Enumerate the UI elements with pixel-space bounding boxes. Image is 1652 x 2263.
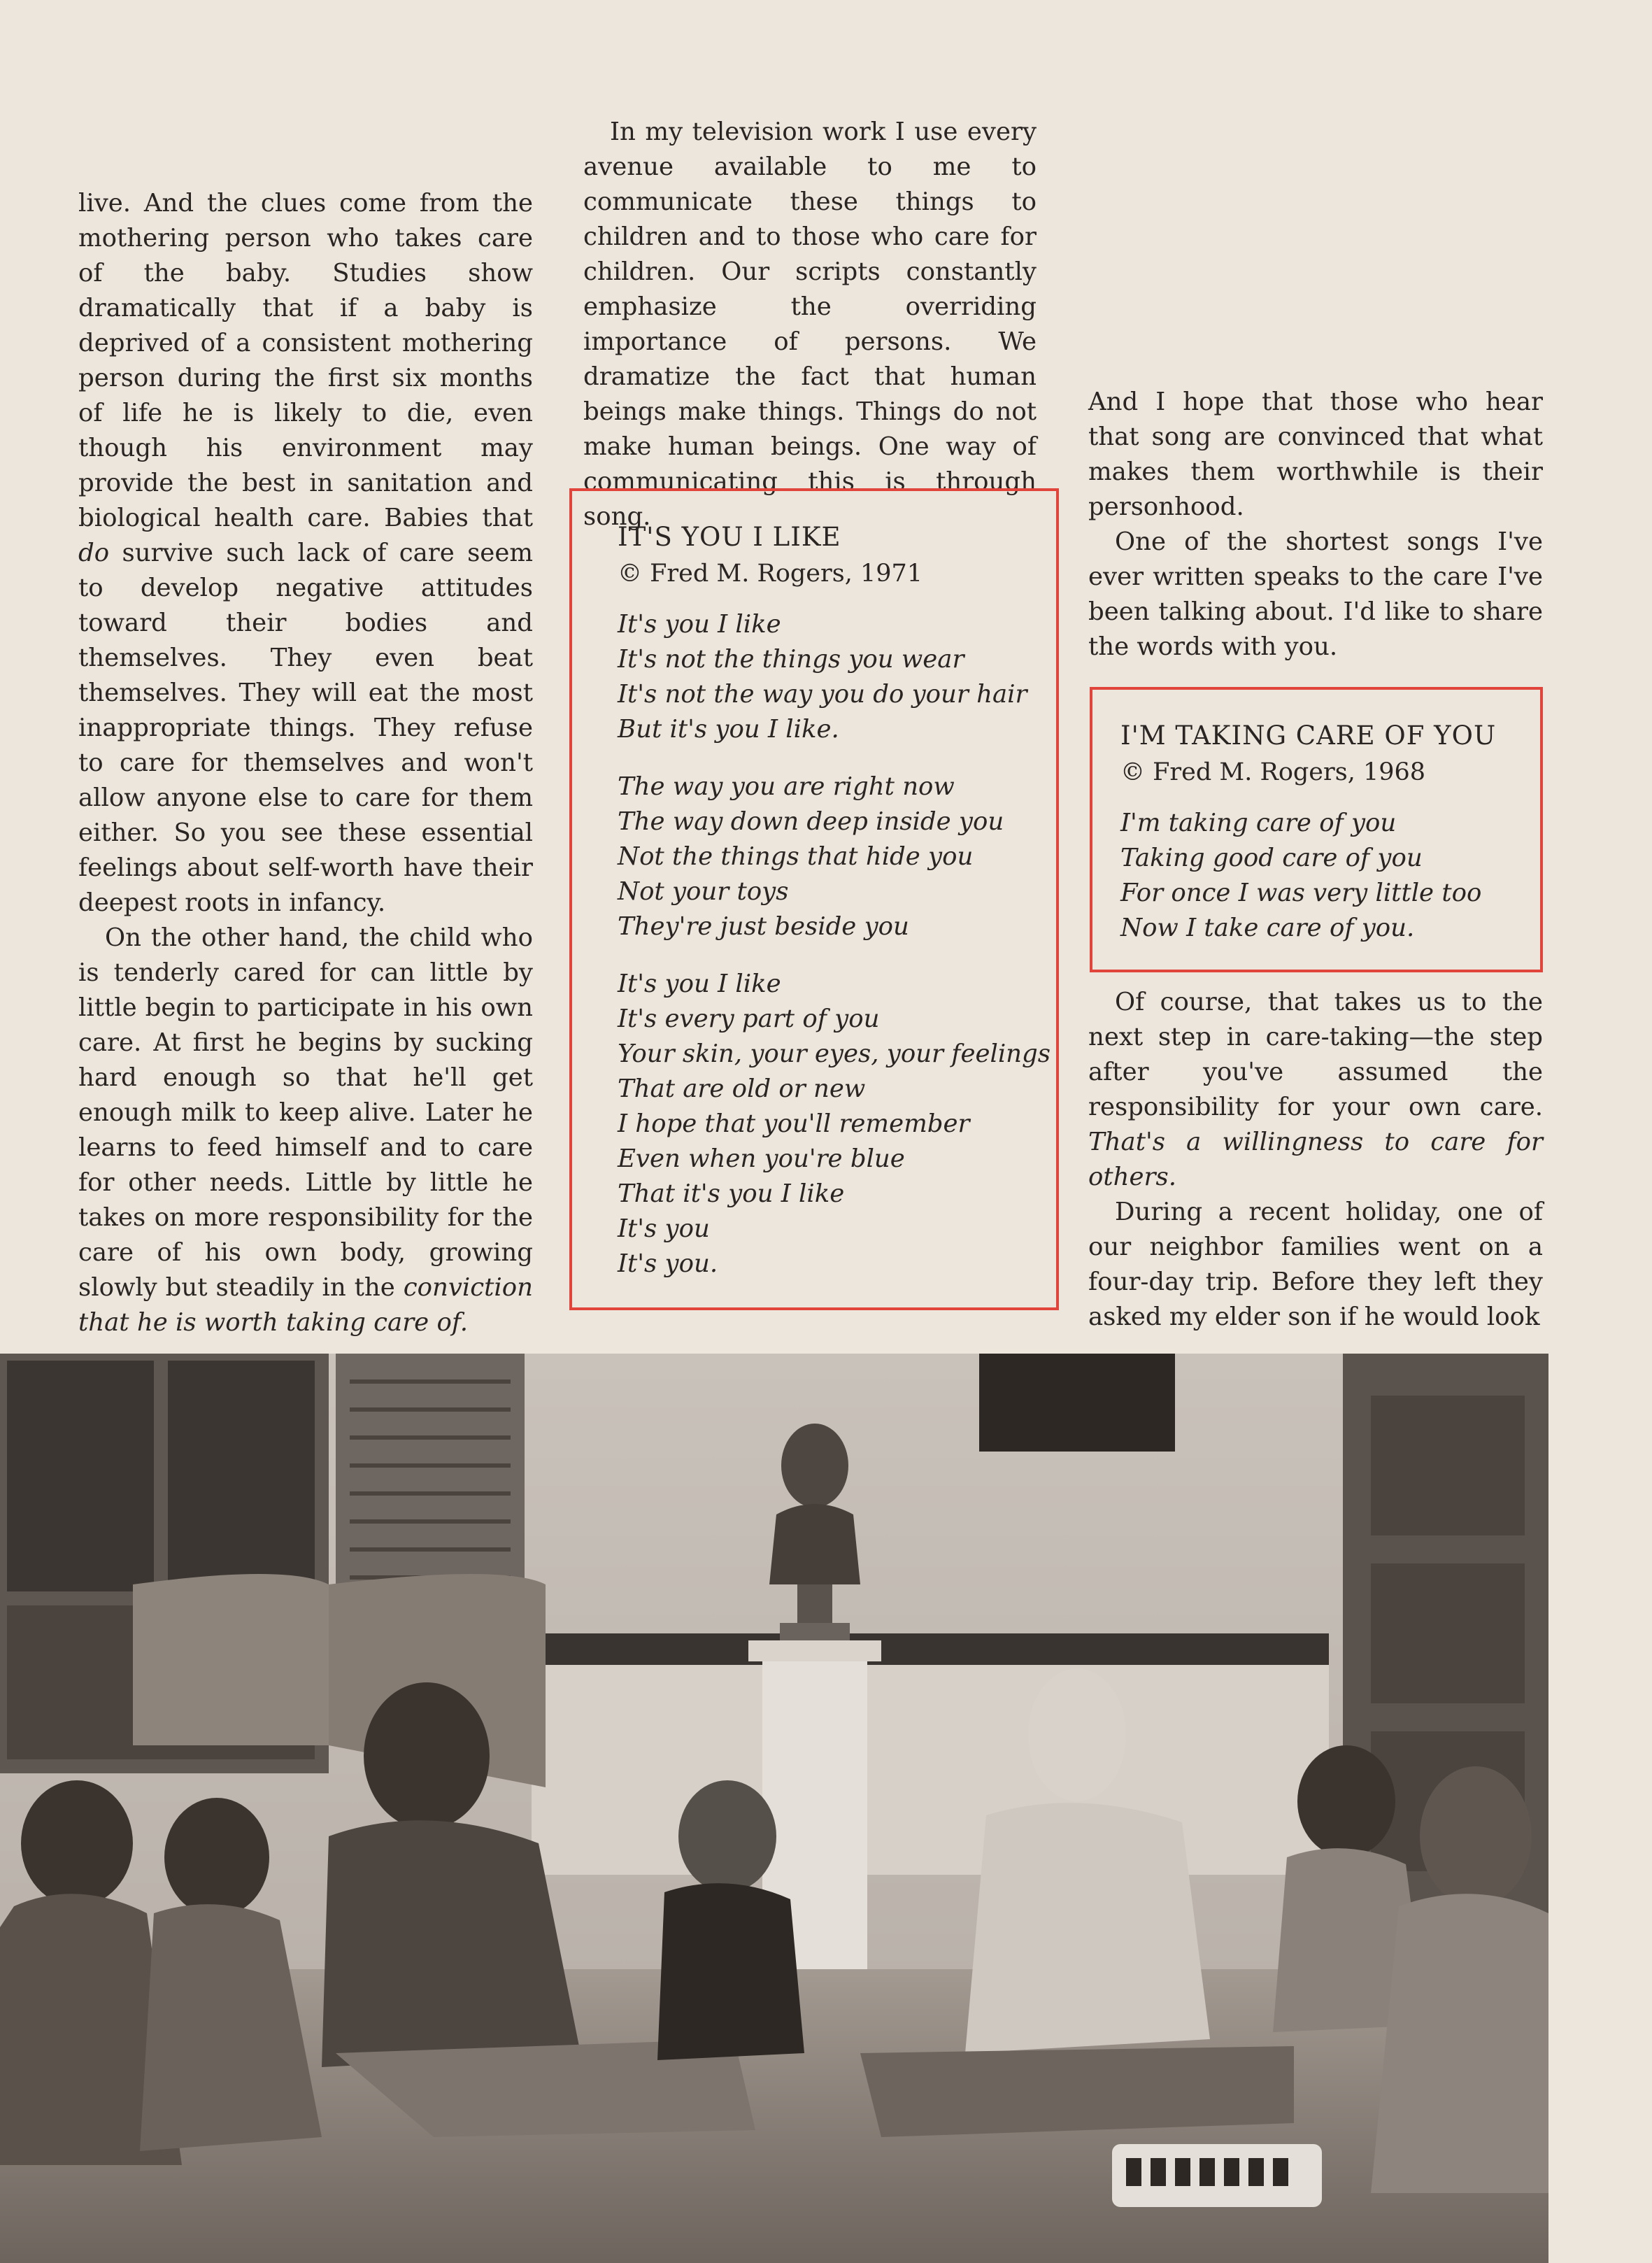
column-2 <box>583 115 1037 534</box>
song-copyright: © Fred M. Rogers, 1968 <box>1120 758 1426 786</box>
lyric-line: The way you are right now <box>618 772 955 801</box>
xylophone <box>1112 2144 1322 2207</box>
lyric-line: I'm taking care of you <box>1120 809 1397 837</box>
wall-picture <box>979 1354 1175 1452</box>
paragraph: During a recent holiday, one of our neighbor families went on a four-day trip. Before they left they asked my elder son if he would look <box>1088 1198 1543 1331</box>
lyric-line: But it's you I like. <box>618 715 839 744</box>
lyric-line: That it's you I like <box>618 1179 845 1208</box>
paragraph: One of the shortest songs I've ever written speaks to the care I've been talking about. I'd like to share the words with you. <box>1088 527 1543 661</box>
lyric-line: Taking good care of you <box>1120 844 1423 872</box>
column-3-continued <box>1088 985 1543 1335</box>
paragraph: In my television work I use every avenue available to me to communicate these things to children and to those who care for children. Our scripts constantly emphasize the overriding importance of persons. We dramatize the fact that human beings make things. Things do not make human beings. One way of communicating this is through song. <box>583 118 1037 531</box>
lyric-line: It's not the things you wear <box>618 645 964 674</box>
song-copyright: © Fred M. Rogers, 1971 <box>618 560 923 588</box>
song-stanza <box>618 967 1056 1282</box>
lyric-line: For once I was very little too <box>1120 879 1482 907</box>
lyric-line: It's every part of you <box>618 1005 880 1033</box>
bust <box>781 1424 848 1508</box>
lyric-line: Not your toys <box>618 877 789 906</box>
song-stanza <box>618 769 1056 944</box>
lyric-line: It's not the way you do your hair <box>618 680 1027 709</box>
lyric-line: Your skin, your eyes, your feelings <box>618 1040 1051 1068</box>
song-box-im-taking-care-of-you <box>1090 687 1543 972</box>
photo-illustration <box>0 1354 1548 2263</box>
song-title: I'M TAKING CARE OF YOU <box>1120 721 1497 751</box>
column-3 <box>1088 385 1543 665</box>
lyric-line: It's you <box>618 1214 710 1243</box>
song-stanza <box>618 607 1056 747</box>
paragraph: Of course, that takes us to the next step in care-taking—the step after you've assumed the responsibility for your own care. That's a willingness to care for others. <box>1088 988 1543 1191</box>
lyric-line: That are old or new <box>618 1074 866 1103</box>
lyric-line: It's you. <box>618 1249 718 1278</box>
lyric-line: It's you I like <box>618 970 781 998</box>
song-stanza <box>1120 806 1540 946</box>
lyric-line: Even when you're blue <box>618 1144 905 1173</box>
lyric-line: I hope that you'll remember <box>618 1109 970 1138</box>
lyric-line: The way down deep inside you <box>618 807 1004 836</box>
photograph-group-music <box>0 1354 1548 2263</box>
lyric-line: It's you I like <box>618 610 781 639</box>
song-title: IT'S YOU I LIKE <box>618 522 841 552</box>
paragraph: On the other hand, the child who is tenderly cared for can little by little begin to participate in his own care. At first he begins by sucking hard enough so that he'll get enough milk to keep alive. Later he learns to feed himself and to care for other needs. Little by little he takes on more responsibility for the care of his own body, growing slowly but steadily in the conviction that he is worth taking care of. <box>78 923 533 1337</box>
column-1 <box>78 186 533 1340</box>
lyric-line: They're just beside you <box>618 912 909 941</box>
paragraph: And I hope that those who hear that song are convinced that what makes them worthwhile is their personhood. <box>1088 388 1543 521</box>
paragraph: live. And the clues come from the mothering person who takes care of the baby. Studies show dramatically that if a baby is deprived of a consistent mothering person during the first six months of life he is likely to die, even though his environment may provide the best in sanitation and biological health care. Babies that do survive such lack of care seem to develop negative attitudes toward their bodies and themselves. They even beat themselves. They will eat the most inappropriate things. They refuse to care for themselves and won't allow anyone else to care for them either. So you see these essential feelings about self-worth have their deepest roots in infancy. <box>78 189 533 917</box>
lyric-line: Not the things that hide you <box>618 842 974 871</box>
lyric-line: Now I take care of you. <box>1120 914 1415 942</box>
chair <box>133 1574 329 1745</box>
song-box-its-you-i-like <box>569 488 1059 1310</box>
